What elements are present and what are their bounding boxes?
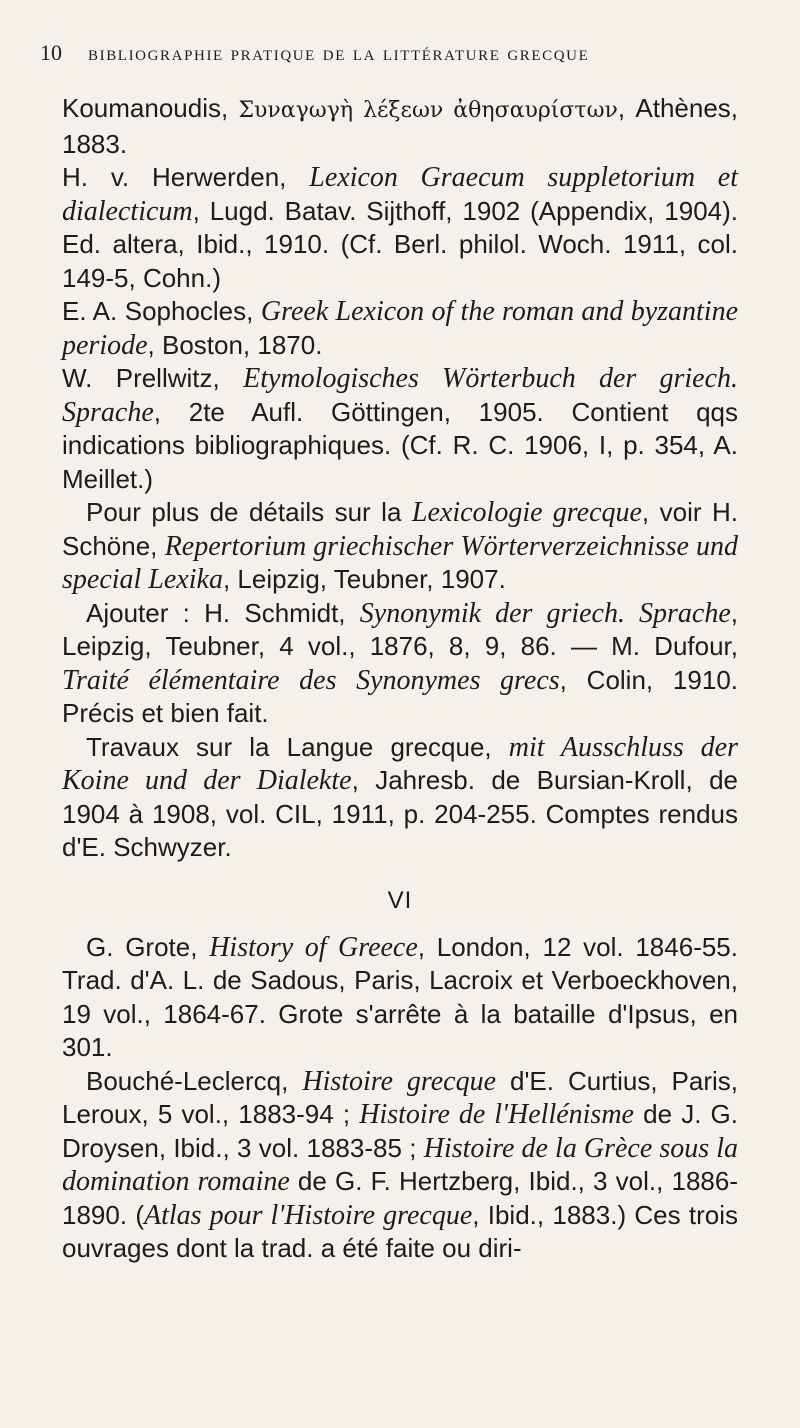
entry-title: Lexicon Graecum suppletorium et dialecticum <box>62 162 738 227</box>
work-title: Histoire grecque <box>302 1065 496 1097</box>
paragraph-pour-plus <box>62 496 738 597</box>
paragraph-lead: Travaux sur la Langue grecque, <box>86 731 509 762</box>
paragraph-mid: , voir H. Schöne, <box>62 497 738 561</box>
page-number: 10 <box>40 40 62 65</box>
entry-sophocles <box>62 295 738 362</box>
running-title: bibliographie pratique de la littérature grecque <box>88 41 590 65</box>
section-number: VI <box>387 886 413 914</box>
paragraph-bouche-leclercq <box>62 1065 738 1266</box>
paragraph-lead: G. Grote, <box>86 931 210 962</box>
paragraph-rest: , Ibid., 1883.) Ces trois ouvrages dont la trad. a été faite ou diri- <box>62 1199 738 1263</box>
paragraph-travaux <box>62 731 738 865</box>
paragraph-mid: , Leipzig, Teubner, 4 vol., 1876, 8, 9, 86. — M. Dufour, <box>62 597 738 661</box>
work-title: Histoire de l'Hellénisme <box>359 1099 634 1130</box>
entry-koumanoudis <box>62 92 738 161</box>
entry-author: H. v. Herwerden, <box>62 162 310 192</box>
entry-title: Etymologisches Wörterbuch der griech. Sprache <box>62 363 738 428</box>
entry-author: Koumanoudis, <box>62 93 239 123</box>
paragraph-grote <box>62 931 738 1065</box>
work-title: History of Greece <box>209 931 418 963</box>
paragraph-rest: , Jahresb. de Bursian-Kroll, de 1904 à 1908, vol. CIL, 1911, p. 204-255. Comptes rendus d'E. Schwyzer. <box>62 765 738 862</box>
entry-author: W. Prellwitz, <box>62 363 244 393</box>
work-title: Lexicologie grecque <box>411 497 642 528</box>
paragraph-ajouter <box>62 597 738 731</box>
entry-herwerden <box>62 161 738 295</box>
work-title: Atlas pour l'Histoire grecque <box>144 1199 473 1231</box>
entry-author: E. A. Sophocles, <box>62 296 261 326</box>
entry-rest: , Athènes, 1883. <box>62 93 739 159</box>
running-head <box>40 40 738 66</box>
entry-rest: , Boston, 1870. <box>147 329 323 360</box>
entry-rest: , Lugd. Batav. Sijthoff, 1902 (Appendix, 1904). Ed. altera, Ibid., 1910. (Cf. Berl. philol. Woch. 1911, col. 149-5, Cohn.) <box>62 195 738 293</box>
paragraph-rest: , Leipzig, Teubner, 1907. <box>222 564 506 594</box>
entry-title: Greek Lexicon of the roman and byzantine periode <box>62 296 739 361</box>
work-title: Repertorium griechischer Wörterverzeichnisse und special Lexika <box>62 530 738 595</box>
work-title: Traité élémentaire des Synonymes grecs <box>62 664 560 696</box>
paragraph-lead: Bouché-Leclercq, <box>86 1065 303 1096</box>
work-title: Histoire de la Grèce sous la domination romaine <box>62 1132 739 1197</box>
entry-greek-title: Συναγωγὴ λέξεων ἀθησαυρίστων <box>238 98 618 123</box>
paragraph-mid: d'E. Curtius, Paris, Leroux, 5 vol., 1883-94 ; <box>62 1065 739 1129</box>
paragraph-rest: , Colin, 1910. Précis et bien fait. <box>62 664 738 728</box>
paragraph-rest: , London, 12 vol. 1846-55. Trad. d'A. L. de Sadous, Paris, Lacroix et Verboeckhoven, 19 vol., 1864-67. Grote s'arrête à la bataille d'Ipsus, en 301. <box>62 931 738 1062</box>
paragraph-lead: Pour plus de détails sur la <box>86 497 412 527</box>
paragraph-lead: Ajouter : H. Schmidt, <box>86 597 360 628</box>
work-title: mit Ausschluss der Koine und der Dialekte <box>62 731 738 796</box>
entry-prellwitz <box>62 362 738 496</box>
work-title: Synonymik der griech. Sprache <box>359 597 731 629</box>
paragraph-mid: de J. G. Droysen, Ibid., 3 vol. 1883-85 ; <box>62 1099 739 1163</box>
paragraph-mid: de G. F. Hertzberg, Ibid., 3 vol., 1886-1890. ( <box>62 1166 738 1230</box>
entry-rest: , 2te Aufl. Göttingen, 1905. Contient qqs indications bibliographiques. (Cf. R. C. 1906, I, p. 354, A. Meillet.) <box>62 396 738 494</box>
